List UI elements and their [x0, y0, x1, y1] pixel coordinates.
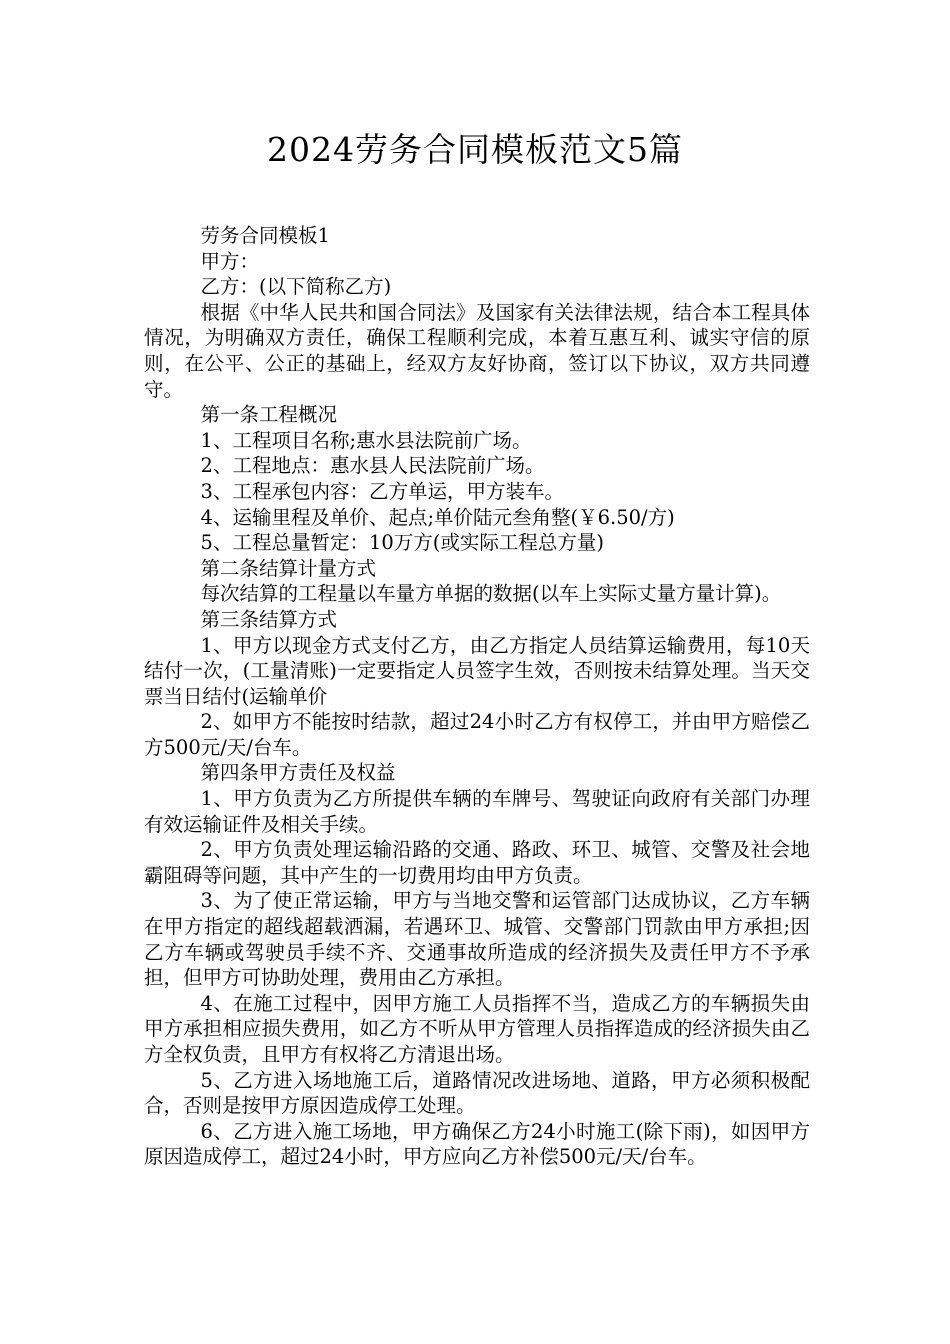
paragraph-heading-template: 劳务合同模板1 — [200, 224, 330, 247]
paragraph-item: 1、甲方以现金方式支付乙方，由乙方指定人员结算运输费用，每10天结付一次，(工量清账)一定要指定人员签字生效，否则按未结算处理。当天交票当日结付(运输单价 — [144, 633, 810, 708]
section-heading-1: 第一条工程概况 — [200, 403, 338, 427]
section-heading-3: 第三条结算方式 — [200, 607, 338, 631]
paragraph-party-a: 甲方： — [200, 249, 260, 273]
paragraph-item: 1、甲方负责为乙方所提供车辆的车牌号、驾驶证向政府有关部门办理有效运输证件及相关手续。 — [144, 787, 810, 836]
paragraph-item: 每次结算的工程量以车量方单据的数据(以车上实际丈量方量计算)。 — [200, 582, 782, 606]
paragraph-item: 1、工程项目名称;惠水县法院前广场。 — [200, 428, 532, 452]
paragraph-item: 3、为了使正常运输，甲方与当地交警和运管部门达成协议，乙方车辆在甲方指定的超线超载洒漏，若遇环卫、城管、交警部门罚款由甲方承担;因乙方车辆或驾驶员手续不齐、交通事故所造成的经济损失及责任甲方不予承担，但甲方可协助处理，费用由乙方承担。 — [144, 889, 810, 990]
paragraph-item: 3、工程承包内容：乙方单运，甲方装车。 — [200, 479, 564, 503]
paragraph-item: 5、工程总量暂定：10万方(或实际工程总方量) — [200, 531, 604, 555]
paragraph-item: 4、在施工过程中，因甲方施工人员指挥不当，造成乙方的车辆损失由甲方承担相应损失费用，如乙方不听从甲方管理人员指挥造成的经济损失由乙方全权负责，且甲方有权将乙方清退出场。 — [144, 991, 810, 1066]
paragraph-preamble: 根据《中华人民共和国合同法》及国家有关法律法规，结合本工程具体情况，为明确双方责任，确保工程顺利完成，本着互惠互利、诚实守信的原则，在公平、公正的基础上，经双方友好协商，签订以下协议，双方共同遵守。 — [144, 300, 810, 401]
section-heading-4: 第四条甲方责任及权益 — [200, 761, 396, 785]
paragraph-item: 2、甲方负责处理运输沿路的交通、路政、环卫、城管、交警及社会地霸阻碍等问题，其中产生的一切费用均由甲方负责。 — [144, 838, 810, 887]
paragraph-item: 4、运输里程及单价、起点;单价陆元叁角整(￥6.50/方) — [200, 505, 675, 529]
section-heading-2: 第二条结算计量方式 — [200, 556, 377, 580]
document-body — [144, 223, 810, 1170]
paragraph-item: 6、乙方进入施工场地，甲方确保乙方24小时施工(除下雨)，如因甲方原因造成停工，超过24小时，甲方应向乙方补偿500元/天/台车。 — [144, 1119, 810, 1169]
paragraph-item: 2、如甲方不能按时结款，超过24小时乙方有权停工，并由甲方赔偿乙方500元/天/台车。 — [144, 710, 810, 759]
paragraph-party-b: 乙方：(以下简称乙方) — [200, 275, 392, 299]
paragraph-item: 2、工程地点：惠水县人民法院前广场。 — [200, 454, 545, 478]
paragraph-item: 5、乙方进入场地施工后，道路情况改进场地、道路，甲方必须积极配合，否则是按甲方原因造成停工处理。 — [144, 1068, 810, 1118]
document-title: 2024劳务合同模板范文5篇 — [267, 130, 683, 169]
